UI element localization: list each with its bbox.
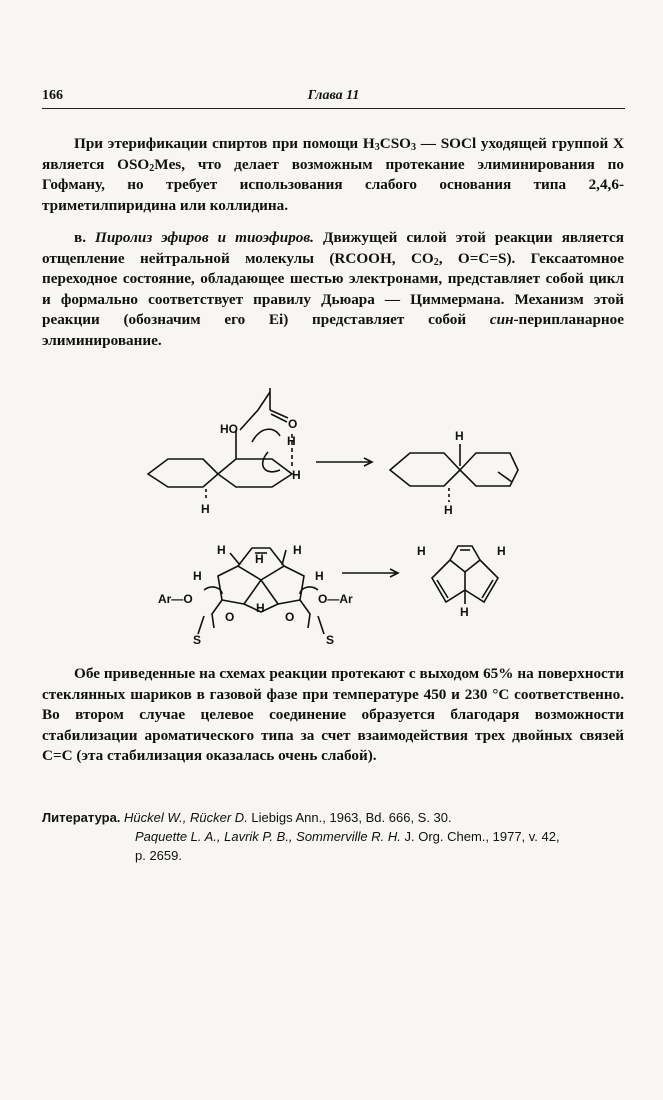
svg-text:H: H xyxy=(293,543,302,557)
svg-text:O: O xyxy=(225,610,235,624)
references: Литература. Hückel W., Rücker D. Liebigs Ann., 1963, Bd. 666, S. 30. Paquette L. A., Lavrik P. B., Sommerville R. H. J. Org. Chem., 1977, v. 42, p. 2659. xyxy=(42,810,560,863)
svg-text:H: H xyxy=(287,434,296,448)
r1-product-left xyxy=(390,453,460,486)
r1-right-ring xyxy=(218,459,292,487)
svg-text:H: H xyxy=(315,569,324,583)
svg-text:H: H xyxy=(193,569,202,583)
r2-h-wedge-left xyxy=(230,553,240,565)
svg-text:S: S xyxy=(193,633,202,647)
svg-text:O: O xyxy=(288,417,298,431)
r2-left-o xyxy=(212,600,222,628)
svg-text:O—Ar: O—Ar xyxy=(318,592,353,606)
chapter-title: Глава 11 xyxy=(307,88,360,103)
svg-text:H: H xyxy=(460,605,469,619)
svg-text:O: O xyxy=(285,610,295,624)
svg-text:H: H xyxy=(444,503,453,517)
r2-h-wedge-right xyxy=(282,550,286,565)
r2-left-ring xyxy=(218,566,261,604)
svg-text:S: S xyxy=(326,633,335,647)
svg-text:H: H xyxy=(455,429,464,443)
r1-reaction-arrow xyxy=(316,458,372,466)
paragraph-3: Обе приведенные на схемах реакции протекают с выходом 65% на поверхности стеклянных шариков в газовой фазе при температуре 450 и 230 °C соответственно. Во втором случае целевое соединение образуется благодаря возможности стабилизации ароматического типа за счет взаимодействия трех двойных связей C=C (эта стабилизация оказалась очень слабой). xyxy=(42,665,624,764)
references-label: Литература. xyxy=(42,810,121,825)
r2-right-ring xyxy=(261,566,304,604)
svg-text:H: H xyxy=(201,502,210,516)
r1-arrow-1 xyxy=(252,429,280,442)
paragraph-1: При этерификации спиртов при помощи $H_3CSO_3$ — SOCl уходящей группой X является $OSO_2Mes$, что делает возможным протекание элиминирования по Гофману, но требует использования слабого основания типа 2,4,6-триметилпиридина или коллидина. xyxy=(42,135,625,214)
r1-product-double xyxy=(498,472,512,482)
r1-carbonyl xyxy=(270,410,288,422)
r2-arrow-right xyxy=(300,587,318,594)
svg-text:H: H xyxy=(417,544,426,558)
svg-text:H: H xyxy=(255,552,264,566)
section-title: Пиролиз эфиров и тиоэфиров. xyxy=(95,229,314,246)
svg-text:H: H xyxy=(292,468,301,482)
r2-arrow-left xyxy=(204,587,222,594)
r2-left-cs xyxy=(198,616,204,634)
svg-text:H: H xyxy=(217,543,226,557)
r1-left-ring xyxy=(148,459,218,487)
svg-text:H: H xyxy=(497,544,506,558)
r2-right-cs xyxy=(318,616,324,634)
svg-text:H: H xyxy=(256,601,265,615)
svg-text:HO: HO xyxy=(220,422,238,436)
r2-reaction-arrow xyxy=(342,569,398,577)
r2-right-o xyxy=(300,600,310,628)
r1-arrow-2 xyxy=(263,452,280,472)
page-number: 166 xyxy=(42,88,63,103)
svg-text:Ar—O: Ar—O xyxy=(158,592,193,606)
paragraph-2: в. Пиролиз эфиров и тиоэфиров. Движущей силой этой реакции является отщепление нейтральной молекулы (RCOOH, $CO_2$, O=C=S). Гексаатомное переходное состояние, обладающее шестью электронами, представляет собой цикл и формально соответствует правилу Дьюара — Циммермана. Механизм этой реакции (обозначим его Ei) представляет собой син-перипланарное элиминирование. xyxy=(42,229,624,349)
r1-ester-o xyxy=(240,392,270,430)
